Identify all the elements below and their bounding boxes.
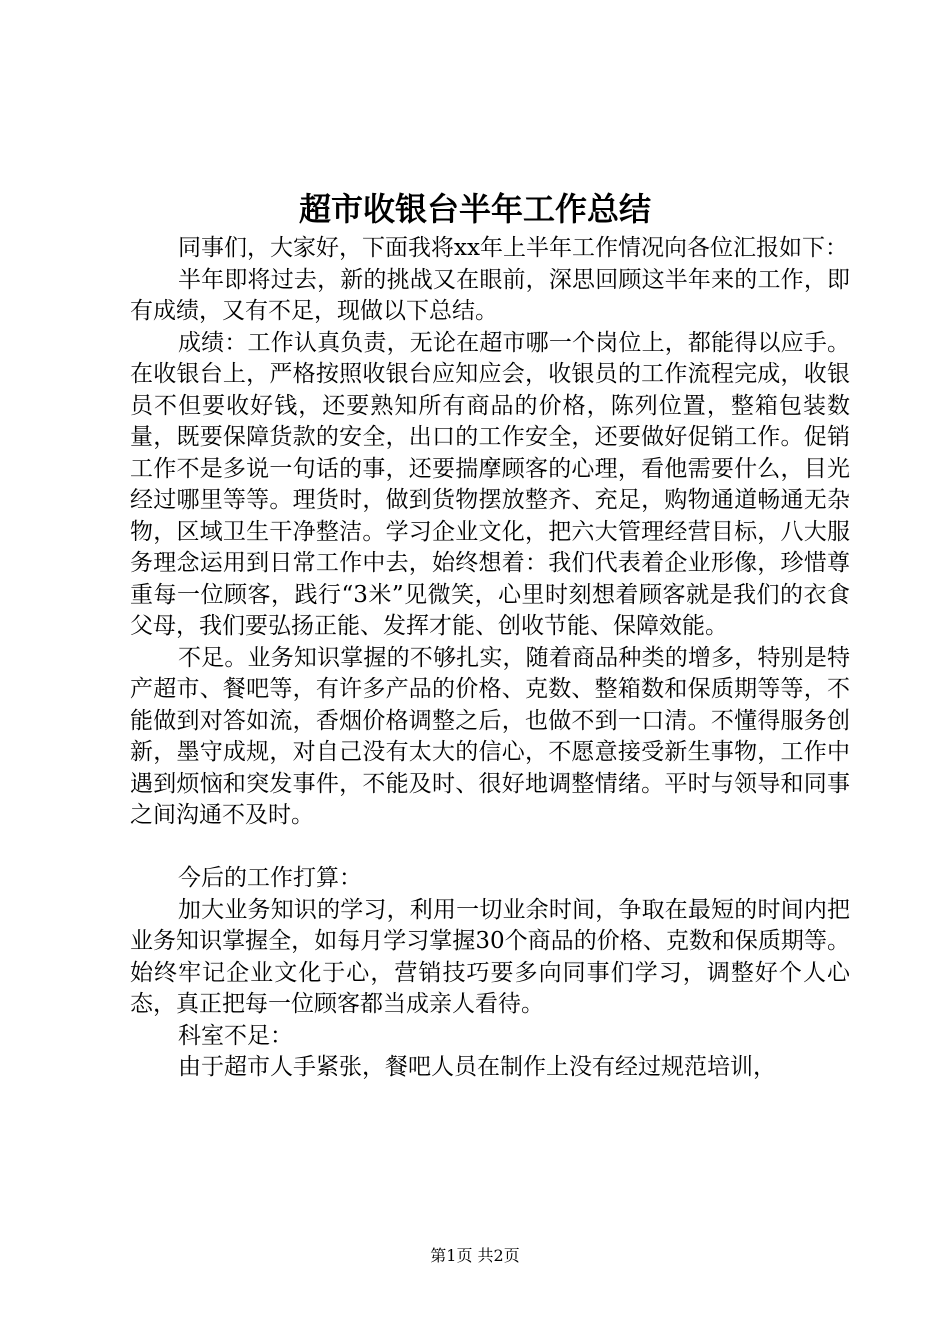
document-title: 超市收银台半年工作总结 — [298, 190, 651, 228]
paragraph-intro: 半年即将过去，新的挑战又在眼前，深思回顾这半年来的工作，即有成绩，又有不足，现做以下总结。 — [130, 266, 850, 324]
document-body — [130, 233, 850, 1084]
paragraph-achievements: 成绩：工作认真负责，无论在超市哪一个岗位上，都能得以应手。在收银台上，严格按照收银台应知应会，收银员的工作流程完成，收银员不但要收好钱，还要熟知所有商品的价格，陈列位置，整箱包装数量，既要保障货款的安全，出口的工作安全，还要做好促销工作。促销工作不是多说一句话的事，还要揣摩顾客的心理，看他需要什么，目光经过哪里等等。理货时，做到货物摆放整齐、充足，购物通道畅通无杂物，区域卫生干净整洁。学习企业文化，把六大管理经营目标，八大服务理念运用到日常工作中去，始终想着：我们代表着企业形像，珍惜尊重每一位顾客，践行“3米”见微笑，心里时刻想着顾客就是我们的衣食父母，我们要弘扬正能、发挥才能、创收节能、保障效能。 — [130, 329, 850, 639]
paragraph-gap — [130, 832, 850, 864]
page-number-footer: 第1页 共2页 — [430, 1246, 520, 1265]
paragraph-shortcomings: 不足。业务知识掌握的不够扎实，随着商品种类的增多，特别是特产超市、餐吧等，有许多产品的价格、克数、整箱数和保质期等等，不能做到对答如流，香烟价格调整之后，也做不到一口清。不懂得服务创新，墨守成规，对自己没有太大的信心，不愿意接受新生事物，工作中遇到烦恼和突发事件，不能及时、很好地调整情绪。平时与领导和同事之间沟通不及时。 — [130, 644, 850, 828]
paragraph-greeting: 同事们，大家好，下面我将xx年上半年工作情况向各位汇报如下： — [178, 235, 848, 261]
paragraph-dept: 由于超市人手紧张，餐吧人员在制作上没有经过规范培训， — [178, 1054, 776, 1080]
paragraph-plan: 加大业务知识的学习，利用一切业余时间，争取在最短的时间内把业务知识掌握全，如每月学习掌握30个商品的价格、克数和保质期等。始终牢记企业文化于心，营销技巧要多向同事们学习，调整好个人心态，真正把每一位顾客都当成亲人看待。 — [130, 896, 850, 1017]
paragraph-plan-heading: 今后的工作打算： — [178, 865, 362, 891]
paragraph-dept-heading: 科室不足： — [178, 1022, 293, 1049]
